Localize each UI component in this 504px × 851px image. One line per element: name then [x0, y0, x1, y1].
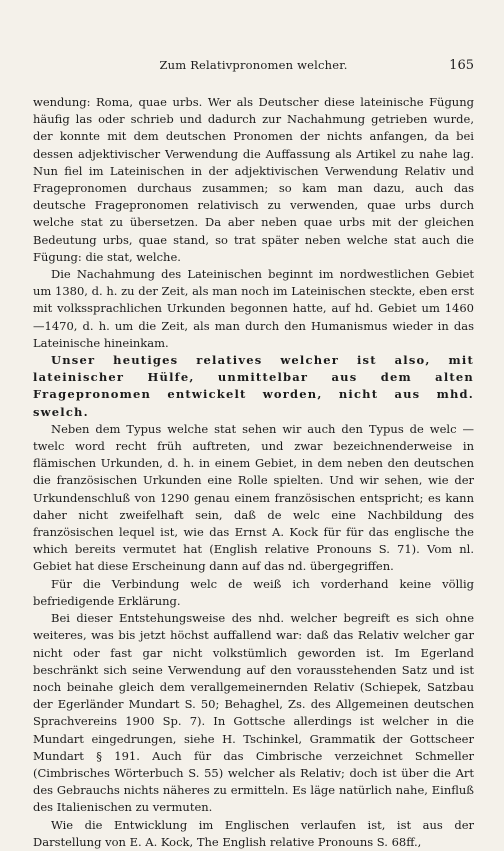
running-head	[33, 58, 474, 78]
body-text	[33, 94, 474, 851]
paragraph-6: Bei dieser Entstehungsweise des nhd. welcher begreift es sich ohne weiteres, was bis jetzt höchst auffallend war: daß das Relativ welcher gar nicht oder fast gar nicht volkstümlich geworden ist. Im Egerland beschränkt sich seine Verwendung auf den vorausstehenden Satz und ist noch beinahe gleich dem verallgemeinernden Relativ (Schiepek, Satzbau der Egerländer Mundart S. 50; Behaghel, Zs. des Allgemeinen deutschen Sprachvereins 1900 Sp. 7). In Gottsche allerdings ist welcher in die Mundart eingedrungen, siehe H. Tschinkel, Grammatik der Gottscheer Mundart § 191. Auch für das Cimbrische verzeichnet Schmeller (Cimbrisches Wörterbuch S. 55) welcher als Relativ; doch ist über die Art des Gebrauchs nichts näheres zu ermitteln. Es läge natürlich nahe, Einfluß des Italienischen zu vermuten.	[33, 611, 474, 815]
paragraph-4: Neben dem Typus welche stat sehen wir auch den Typus de welc — twelc word recht früh auftreten, und zwar bezeichnenderweise in flämischen Urkunden, d. h. in einem Gebiet, in dem neben den deutschen die französischen Urkunden eine Rolle spielten. Und wir sehen, wie der Urkundenschluß von 1290 genau einem französischen entspricht; es kann daher nicht zweifelhaft sein, daß de welc eine Nachbildung des französischen lequel ist, wie das Ernst A. Kock für für das englische the which bereits vermutet hat (English relative Pronouns S. 71). Vom nl. Gebiet hat diese Erscheinung dann auf das nd. übergegriffen.	[33, 421, 474, 574]
paragraph-3-emphasized: Unser heutiges relatives welcher ist also, mit lateinischer Hülfe, unmittelbar aus dem alten Fragepronomen entwickelt worden, nicht aus mhd. swelch.	[33, 353, 474, 419]
paragraph-2: Die Nachahmung des Lateinischen beginnt im nordwestlichen Gebiet um 1380, d. h. zu der Zeit, als man noch im Lateinischen steckte, eben erst mit volkssprachlichen Urkunden begonnen hatte, auf hd. Gebiet um 1460—1470, d. h. um die Zeit, als man durch den Humanismus wieder in das Lateinische hineinkam.	[33, 267, 474, 350]
paragraph-7: Wie die Entwicklung im Englischen verlaufen ist, ist aus der Darstellung von E. A. Kock, The English relative Pronouns S. 68ff.,	[33, 817, 474, 849]
page-number: 165	[449, 58, 474, 73]
running-title: Zum Relativpronomen welcher.	[159, 58, 348, 72]
paragraph-1: wendung: Roma, quae urbs. Wer als Deutscher diese lateinische Fügung häufig las oder schrieb und dadurch zur Nachahmung getrieben wurde, der konnte mit dem deutschen Pronomen der nichts anfangen, da bei dessen adjektivischer Verwendung die Auffassung als Artikel zu nahe lag. Nun fiel im Lateinischen in der adjektivischen Verwendung Relativ und Fragepronomen durchaus zusammen; so kam man dazu, auch das deutsche Fragepronomen relativisch zu verwenden, quae urbs durch welche stat zu übersetzen. Da aber neben quae urbs mit der gleichen Bedeutung urbs, quae stand, so trat später neben welche stat auch die Fügung: die stat, welche.	[33, 95, 474, 264]
paragraph-5: Für die Verbindung welc de weiß ich vorderhand keine völlig befriedigende Erklärung.	[33, 576, 474, 608]
